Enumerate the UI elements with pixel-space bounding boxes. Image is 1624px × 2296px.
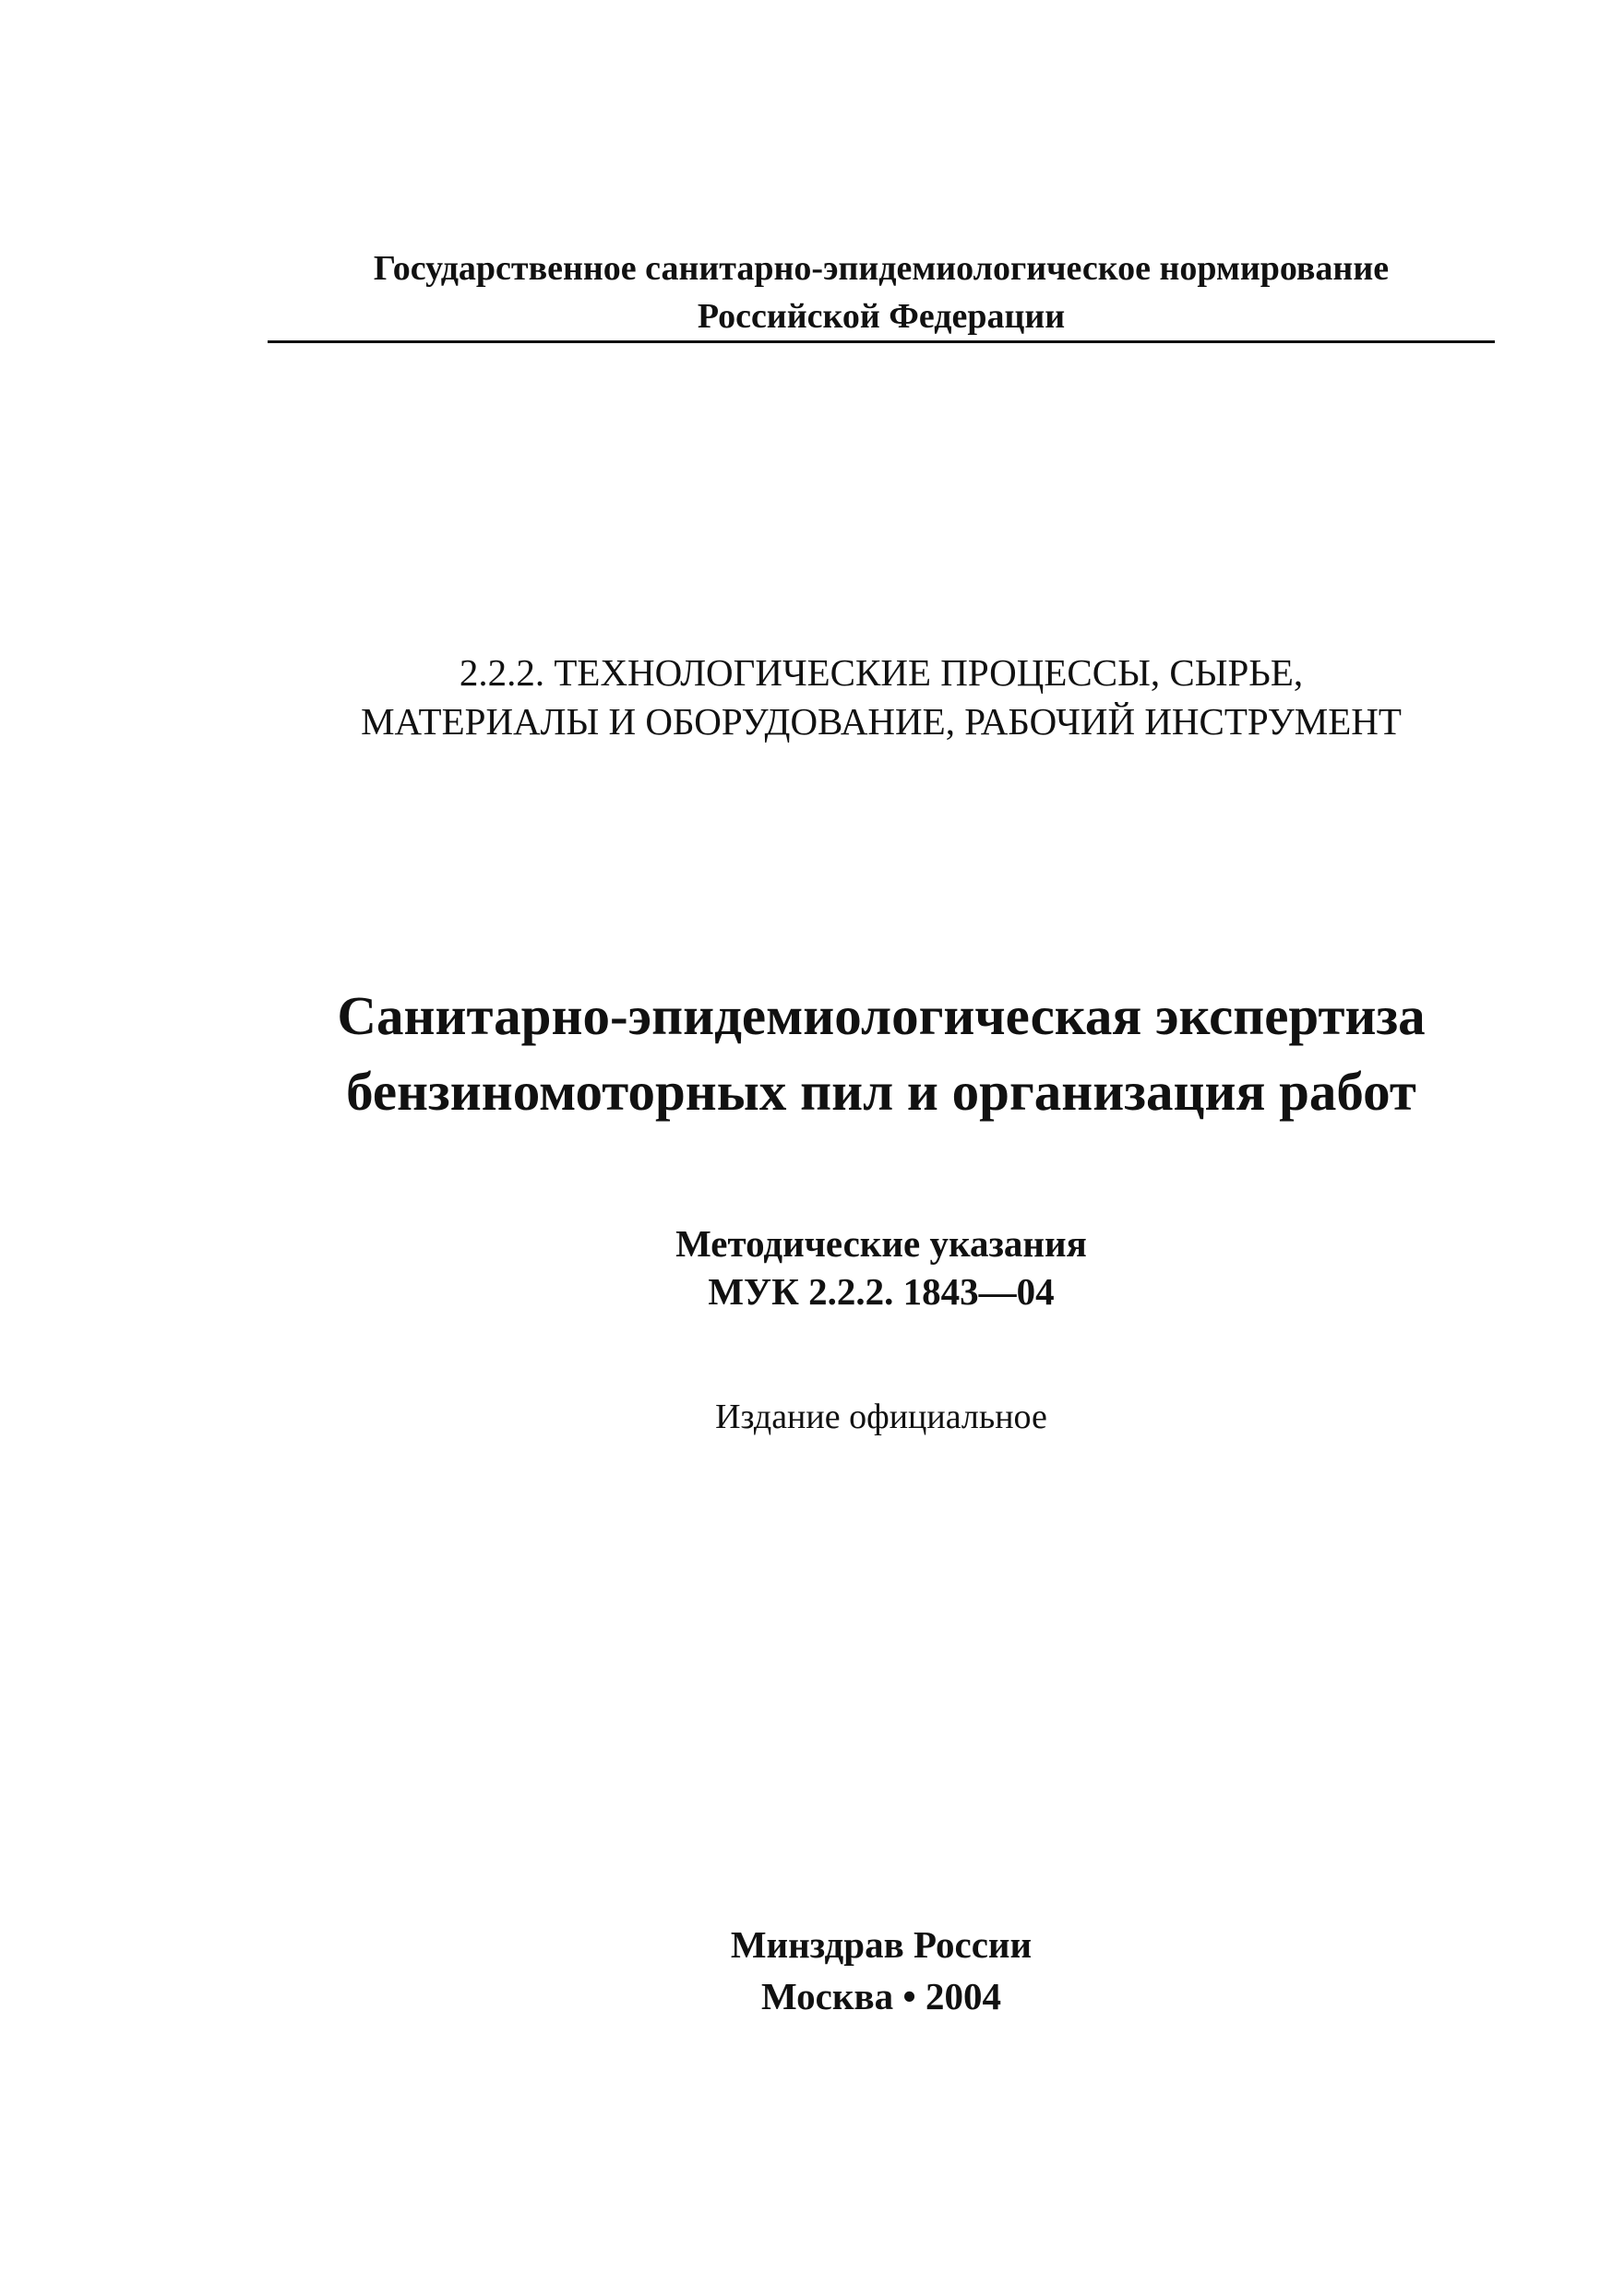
document-title [268,978,1495,1129]
publisher-name: Минздрав России [730,1923,1033,1966]
section-line-2: МАТЕРИАЛЫ И ОБОРУДОВАНИЕ, РАБОЧИЙ ИНСТРУМЕНТ [361,700,1402,743]
edition-note [268,1393,1495,1441]
publisher-block [268,1919,1495,2022]
publisher-city-year: Москва • 2004 [761,1975,1001,2017]
document-type: Методические указания [675,1222,1087,1265]
document-code: МУК 2.2.2. 1843—04 [708,1270,1055,1313]
document-type-block [268,1219,1495,1315]
header-line-2: Российской Федерации [697,297,1066,336]
issuing-authority-header [268,244,1495,340]
header-line-1: Государственное санитарно-эпидемиологическое нормирование [373,249,1390,288]
title-line-2: бензиномоторных пил и организация работ [346,1061,1416,1122]
edition-text: Издание официальное [715,1398,1047,1436]
header-divider [268,340,1495,343]
section-line-1: 2.2.2. ТЕХНОЛОГИЧЕСКИЕ ПРОЦЕССЫ, СЫРЬЕ, [459,651,1304,694]
section-heading [268,648,1495,746]
title-line-1: Санитарно-эпидемиологическая экспертиза [337,985,1426,1046]
